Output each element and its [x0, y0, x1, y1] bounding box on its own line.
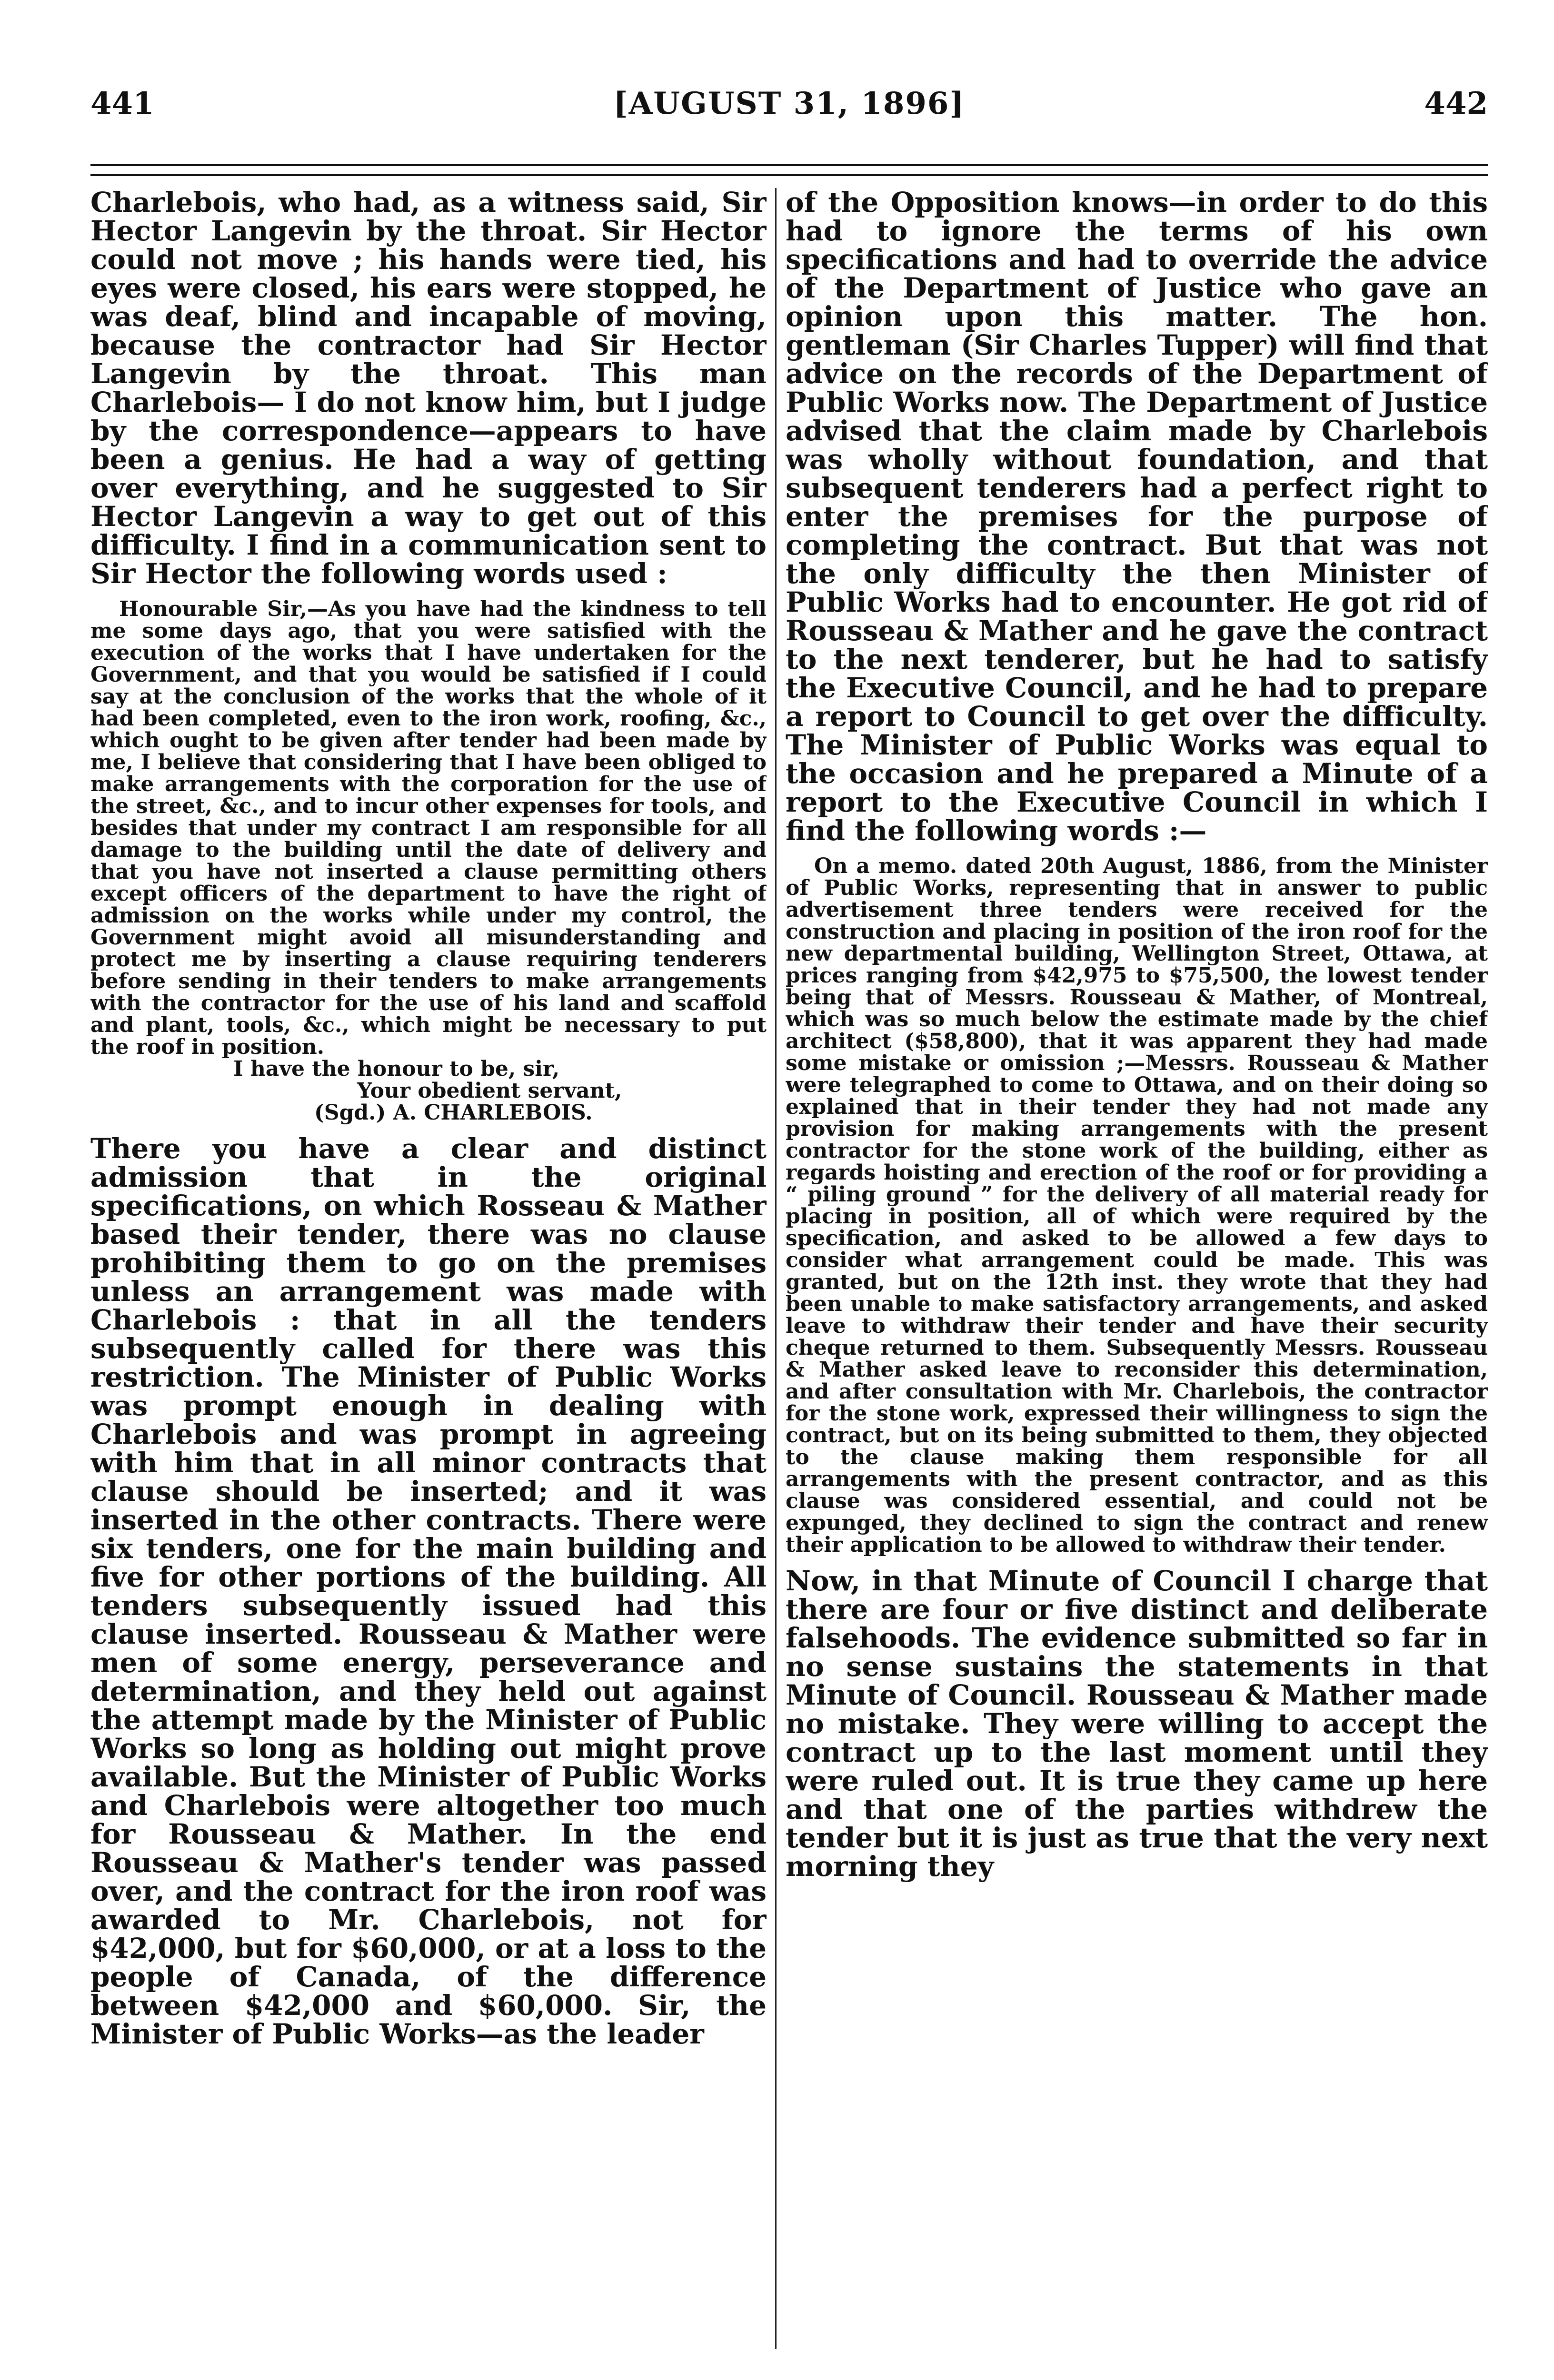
right-page-number: 442 [1424, 86, 1488, 121]
right-paragraph-2: Now, in that Minute of Council I charge that there are four or five distinct and deliberate falsehoods. The evidence submitted so far in no sense sustains the statements in that Minute of Council. Rousseau & Mather made no mistake. They were willing to accept the contract up to the last moment until they were ruled out. It is true they came up here and that one of the parties withdrew the tender but it is just as true that the very next morning they [786, 1565, 1488, 1883]
right-paragraph-1: of the Opposition knows—in order to do this had to ignore the terms of his own specifications and had to override the advice of the Department of Justice who gave an opinion upon this matter. The hon. gentleman (Sir Charles Tupper) will find that advice on the records of the Department of Public Works now. The Department of Justice advised that the claim made by Charlebois was wholly without foundation, and that subsequent tenderers had a perfect right to enter the premises for the purpose of completing the contract. But that was not the only difficulty the then Minister of Public Works had to encounter. He got rid of Rousseau & Mather and he gave the contract to the next tenderer, but he had to satisfy the Executive Council, and he had to prepare a report to Council to get over the difficulty. The Minister of Public Works was equal to the occasion and he prepared a Minute of a report to the Executive Council in which I find the following words :— [786, 188, 1488, 847]
left-paragraph-1: Charlebois, who had, as a witness said, Sir Hector Langevin by the throat. Sir Hector could not move ; his hands were tied, his eyes were closed, his ears were stopped, he was deaf, blind and incapable of moving, because the contractor had Sir Hector Langevin by the throat. This man Charlebois— I do not know him, but I judge by the correspondence—appears to have been a genius. He had a way of getting over everything, and he suggested to Sir Hector Langevin a way to get out of this difficulty. I find in a communication sent to Sir Hector the following words used : [90, 188, 767, 590]
left-paragraph-2: There you have a clear and distinct admission that in the original specifications, on which Rosseau & Mather based their tender, there was no clause prohibiting them to go on the premises unless an arrangement was made with Charlebois : that in all the tenders subsequently called for there was this restriction. The Minister of Public Works was prompt enough in dealing with Charlebois and was prompt in agreeing with him that in all minor contracts that clause should be inserted; and it was inserted in the other contracts. There were six tenders, one for the main building and five for other portions of the building. All tenders subsequently issued had this clause inserted. Rousseau & Mather were men of some energy, perseverance and determination, and they held out against the attempt made by the Minister of Public Works so long as holding out might prove available. But the Minister of Public Works and Charlebois were altogether too much for Rousseau & Mather. In the end Rousseau & Mather's tender was passed over, and the contract for the iron roof was awarded to Mr. Charlebois, not for $42,000, but for $60,000, or at a loss to the people of Canada, of the difference between $42,000 and $60,000. Sir, the Minister of Public Works—as the leader [90, 1132, 767, 2050]
header-rule-top [90, 164, 1488, 166]
page-date-heading: [AUGUST 31, 1896] [613, 86, 965, 121]
signoff-line-2: Your obedient servant, [357, 1079, 622, 1103]
right-quoted-minute: On a memo. dated 20th August, 1886, from the Minister of Public Works, representing that in answer to public advertisement three tenders were received for the construction and placing in position of the iron roof for the new departmental building, Wellington Street, Ottawa, at prices ranging from $42,975 to $75,500, the lowest tender being that of Messrs. Rousseau & Mather, of Montreal, which was so much below the estimate made by the chief architect ($58,800), that it was apparent they had made some mistake or omission ;—Messrs. Rousseau & Mather were telegraphed to come to Ottawa, and on their doing so explained that in their tender they had not made any provision for making arrangements with the present contractor for the stone work of the building, either as regards hoisting and erection of the roof or for providing a “ piling ground ” for the delivery of all material ready for placing in position, all of which were required by the specification, and asked to be allowed a few days to consider what arrangement could be made. This was granted, but on the 12th inst. they wrote that they had been unable to make satisfactory arrangements, and asked leave to withdraw their tender and have their security cheque returned to them. Subsequently Messrs. Rousseau & Mather asked leave to reconsider this determination, and after consultation with Mr. Charlebois, the contractor for the stone work, expressed their willingness to sign the contract, but on its being submitted to them, they objected to the clause making them responsible for all arrangements with the present contractor, and as this clause was considered essential, and could not be expunged, they declined to sign the contract and renew their application to be allowed to withdraw their tender. [786, 854, 1488, 1557]
page-header [90, 86, 1488, 138]
signoff-line-3: (Sgd.) A. CHARLEBOIS. [314, 1101, 593, 1125]
left-quoted-letter: Honourable Sir,—As you have had the kindness to tell me some days ago, that you were satisfied with the execution of the works that I have undertaken for the Government, and that you would be satisfied if I could say at the conclusion of the works that the whole of it had been completed, even to the iron work, roofing, &c., which ought to be given after tender had been made by me, I believe that considering that I have been obliged to make arrangements with the corporation for the use of the street, &c., and to incur other expenses for tools, and besides that under my contract I am responsible for all damage to the building until the date of delivery and that you have not inserted a clause permitting others except officers of the department to have the right of admission on the works while under my control, the Government might avoid all misunderstanding and protect me by inserting a clause requiring tenderers before sending in their tenders to make arrangements with the contractor for the use of his land and scaffold and plant, tools, &c., which might be necessary to put the roof in position. [90, 597, 767, 1059]
signoff-line-1: I have the honour to be, sir, [233, 1057, 560, 1081]
header-rule-bottom [90, 174, 1488, 176]
left-page-number: 441 [90, 86, 154, 121]
letter-signoff [90, 1058, 767, 1124]
column-divider [775, 188, 777, 2349]
left-column [90, 188, 767, 2354]
right-column [786, 188, 1488, 2354]
